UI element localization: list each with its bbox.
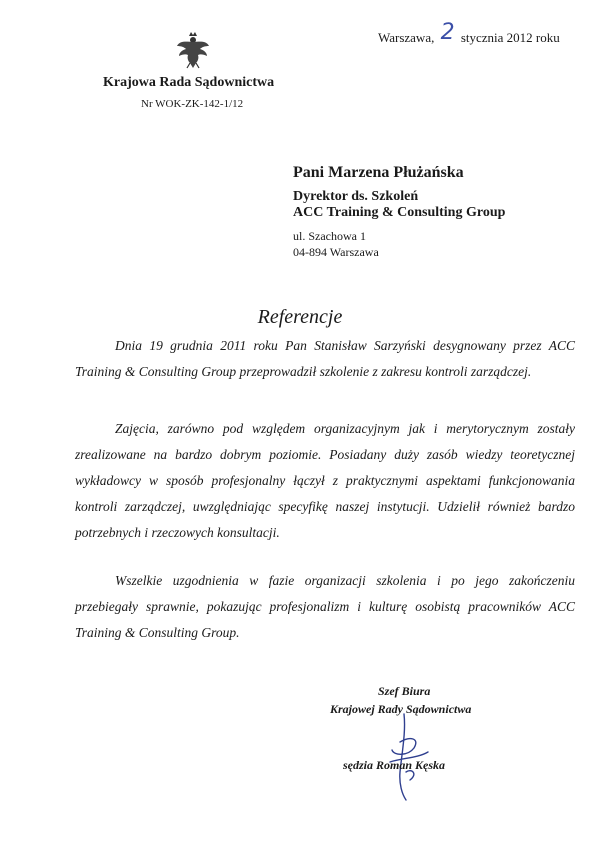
- letter-date: [378, 20, 560, 48]
- recipient-company: ACC Training & Consulting Group: [293, 205, 506, 220]
- body-paragraph-text: Zajęcia, zarówno pod względem organizacyjnym jak i merytorycznym zostały zrealizowane na bardzo dobrym poziomie. Posiadany duży zasób wiedzy teoretycznej wykładowcy w sposób profesjonalny łączył z praktycznymi aspektami funkcjonowania kontroli zarządczej, uwzględniając specyfikę naszej instytucji. Udzielił również bardzo potrzebnych i rzeczowych konsultacji.: [75, 421, 575, 540]
- recipient-title: Dyrektor ds. Szkoleń: [293, 189, 419, 204]
- body-paragraph-text: Wszelkie uzgodnienia w fazie organizacji szkolenia i po jego zakończeniu przebiegały sprawnie, pokazując profesjonalizm i kulturę osobistą pracowników ACC Training & Consulting Group.: [75, 573, 575, 640]
- date-month-year: stycznia 2012 roku: [460, 30, 560, 45]
- signatory-organization: Krajowej Rady Sądownictwa: [330, 702, 472, 716]
- reference-number: Nr WOK-ZK-142-1/12: [141, 98, 244, 110]
- polish-eagle-emblem-icon: [176, 30, 210, 70]
- date-day-handwritten: 2: [440, 20, 455, 45]
- date-place: Warszawa,: [378, 30, 435, 45]
- body-paragraph-text: Dnia 19 grudnia 2011 roku Pan Stanisław Sarzyński desygnowany przez ACC Training & Consulting Group przeprowadził szkolenie z zakresu kontroli zarządczej.: [75, 338, 575, 379]
- body-paragraph: [75, 416, 575, 546]
- body-paragraph: [75, 568, 575, 646]
- signatory-role: Szef Biura: [378, 684, 431, 698]
- organization-name: Krajowa Rada Sądownictwa: [103, 75, 275, 90]
- recipient-city: 04-894 Warszawa: [293, 245, 379, 259]
- signatory-name: sędzia Roman Kęska: [343, 758, 446, 772]
- body-paragraph: [75, 333, 575, 385]
- recipient-street: ul. Szachowa 1: [293, 229, 366, 243]
- handwritten-signature-icon: [384, 712, 430, 802]
- recipient-name: Pani Marzena Płużańska: [293, 164, 464, 181]
- letter-subject: Referencje: [257, 306, 343, 328]
